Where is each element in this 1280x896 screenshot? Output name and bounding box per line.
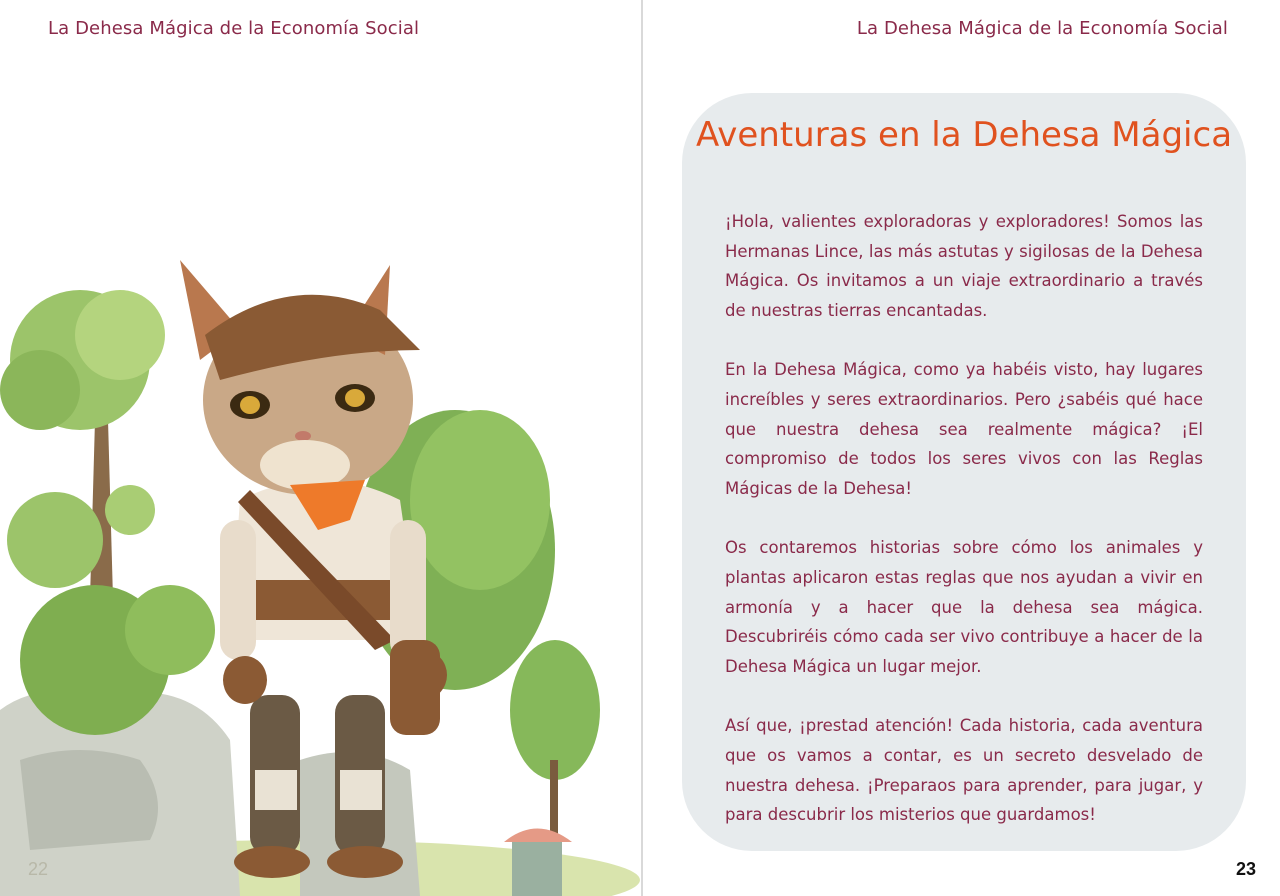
running-header-right: La Dehesa Mágica de la Economía Social: [856, 18, 1228, 39]
page-title: Aventuras en la Dehesa Mágica: [695, 115, 1233, 155]
story-card: [682, 93, 1246, 851]
paragraph-2: En la Dehesa Mágica, como ya habéis visto, hay lugares increíbles y seres extraordinarios. Pero ¿sabéis qué hace que nuestra dehesa sea realmente mágica? ¡El compromiso de todos los seres vivos con las Reglas Mágicas de la Dehesa!: [725, 360, 1203, 498]
story-text: [725, 207, 1203, 860]
lynx-explorer-illustration: [0, 240, 641, 896]
right-page: [643, 0, 1280, 896]
paragraph-4: Así que, ¡prestad atención! Cada historia, cada aventura que os vamos a contar, es un secreto desvelado de nuestra dehesa. ¡Preparaos para aprender, para jugar, y para descubrir los misterios que guardamos!: [725, 716, 1203, 825]
page-number-right: 23: [1235, 859, 1256, 879]
running-header-left: La Dehesa Mágica de la Economía Social: [48, 18, 420, 39]
page-number-left: 22: [28, 859, 49, 879]
paragraph-3: Os contaremos historias sobre cómo los animales y plantas aplicaron estas reglas que nos ayudan a vivir en armonía y a hacer que la dehesa sea mágica. Descubriréis cómo cada ser vivo contribuye a hacer de la Dehesa Mágica un lugar mejor.: [725, 538, 1203, 676]
paragraph-1: ¡Hola, valientes exploradoras y exploradores! Somos las Hermanas Lince, las más astutas y sigilosas de la Dehesa Mágica. Os invitamos a un viaje extraordinario a través de nuestras tierras encantadas.: [725, 212, 1203, 320]
